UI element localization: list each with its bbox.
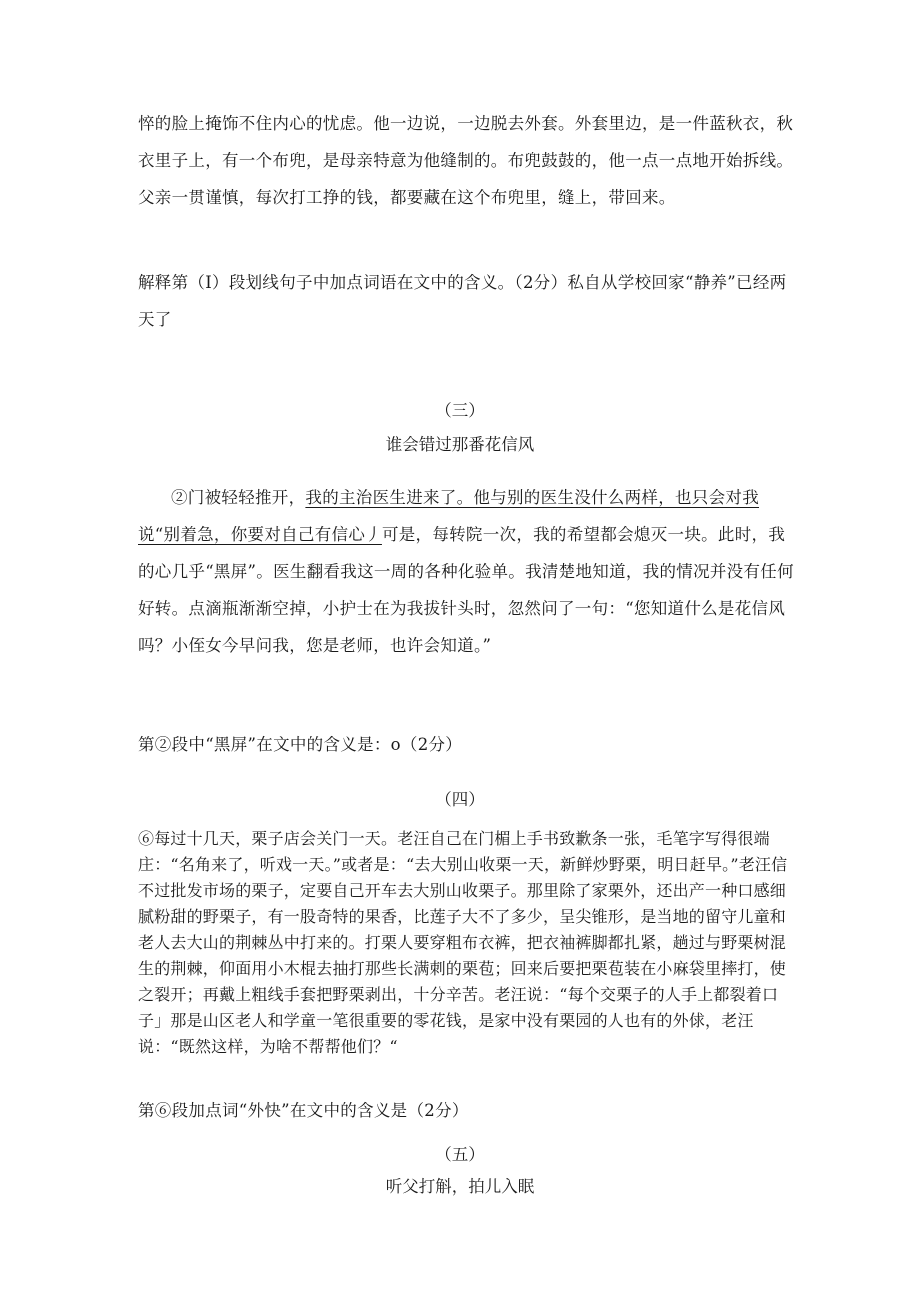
section3-question: 第②段中“黑屏”在文中的含义是：o（2分） [138, 735, 463, 754]
section4-question: 第⑥段加点词“外快”在文中的含义是（2分） [138, 1101, 469, 1120]
paragraph-lead: ②门被轻轻推开， [171, 488, 306, 507]
paragraph-rest: 可是，每转院一次，我的希望都会熄灭一块。此时，我的心几乎“黑屏”。医生翻看我这一周的各种化验单。我清楚地知道，我的情况并没有任何好转。点滴瓶渐渐空掉，小护士在为我拔针头时，忽然问了一句：“您知道什么是花信风吗？小侄女今早问我，您是老师，也许会知道。” [138, 525, 794, 655]
section3-number: （三） [435, 401, 485, 420]
section4-number: （四） [435, 790, 485, 809]
section3-paragraph [138, 479, 798, 664]
underlined-sentence: 我的主治医生进来了。他与别的医生没什么两样，也只会对我说“别着急，你要对自己有信心丿 [138, 488, 760, 544]
section2-question: 解释第（I）段划线句子中加点词语在文中的含义。（2分）私自从学校回家“静养”已经两天了 [138, 273, 787, 329]
section5-number: （五） [435, 1145, 485, 1164]
section2-passage: 悴的脸上掩饰不住内心的忧虑。他一边说，一边脱去外套。外套里边，是一件蓝秋衣，秋衣里子上，有一个布兜，是母亲特意为他缝制的。布兜鼓鼓的，他一点一点地开始拆线。父亲一贯谨慎，每次打工挣的钱，都要藏在这个布兜里，缝上，带回来。 [138, 114, 794, 207]
section3-title: 谁会错过那番花信风 [385, 435, 535, 454]
section5-title: 听父打斛，拍儿入眠 [385, 1177, 535, 1196]
section4-passage: ⑥每过十几天，栗子店会关门一天。老汪自己在门楣上手书致歉条一张，毛笔字写得很端庄：“名角来了，听戏一天。”或者是：“去大别山收栗一天，新鲜炒野栗，明日赶早。”老汪信不过批发市场的栗子，定要自己开车去大别山收栗子。那里除了家栗外，还出产一种口感细腻粉甜的野栗子，有一股奇特的果香，比莲子大不了多少，呈尖锥形，是当地的留守儿童和老人去大山的荆棘丛中打来的。打栗人要穿粗布衣裤，把衣袖裤脚都扎紧，趟过与野栗树混生的荆棘，仰面用小木棍去抽打那些长满刺的栗苞；回来后要把栗苞装在小麻袋里摔打，使之裂开；再戴上粗线手套把野栗剥出，十分辛苦。老汪说：“每个交栗子的人手上都裂着口子」那是山区老人和学童一笔很重要的零花钱，是家中没有栗园的人也有的外俅，老汪说：“既然这样，为啥不帮帮他们？“ [138, 829, 788, 1056]
